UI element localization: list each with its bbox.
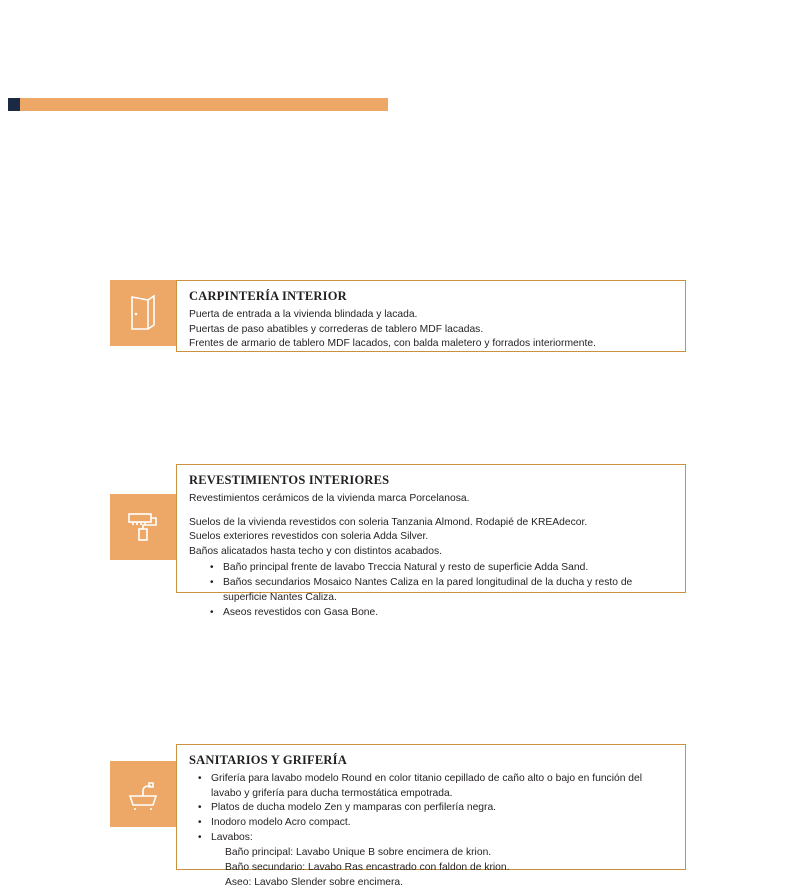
list-item: • Platos de ducha modelo Zen y mamparas con perfilería negra. [211,801,673,816]
carpinteria-title: CARPINTERÍA INTERIOR [189,289,347,303]
list-item: • Aseos revestidos con Gasa Bone. [223,606,673,621]
revestimientos-line-4: Baños alicatados hasta techo y con distintos acabados. [189,546,443,558]
decorative-bar-orange [20,98,388,111]
sink-icon-container [110,761,176,827]
carpinteria-line-2: Puertas de paso abatibles y correderas de tablero MDF lacadas. [189,323,484,335]
sanitarios-bullet-list [189,772,673,847]
revestimientos-title: REVESTIMIENTOS INTERIORES [189,473,390,487]
carpinteria-line-3: Frentes de armario de tablero MDF lacados, con balda maletero y forrados interiormente. [189,338,596,350]
revestimientos-line-3: Suelos exteriores revestidos con soleria Adda Silver. [189,531,429,543]
list-item: • Grifería para lavabo modelo Round en color titanio cepillado de caño alto o bajo en función del lavabo y grifería para ducha termostática empotrada. [211,772,673,802]
list-item: • Lavabos: [211,831,673,846]
sanitarios-title: SANITARIOS Y GRIFERÍA [189,753,347,767]
list-item: • Inodoro modelo Acro compact. [211,816,673,831]
sanitarios-subline-2: Baño secundario: Lavabo Ras encastrado con faldon de krion. [225,862,510,874]
sanitarios-subline-3: Aseo: Lavabo Slender sobre encimera. [225,877,404,889]
paint-roller-icon [124,509,162,545]
list-item: • Baño principal frente de lavabo Treccia Natural y resto de superficie Adda Sand. [223,561,673,576]
carpinteria-line-1: Puerta de entrada a la vivienda blindada y lacada. [189,308,418,320]
section-revestimientos-interiores [0,232,800,619]
revestimientos-bullet-list [189,561,673,621]
revestimientos-line-1: Revestimientos cerámicos de la vivienda marca Porcelanosa. [189,492,470,504]
decorative-bar-dark [8,98,20,111]
list-item: • Baños secundarios Mosaico Nantes Caliza en la pared longitudinal de la ducha y resto de superficie Nantes Caliza. [223,576,673,606]
revestimientos-line-2: Suelos de la vivienda revestidos con soleria Tanzania Almond. Rodapié de KREAdecor. [189,516,588,528]
spacer [189,507,673,516]
sanitarios-content [176,744,686,889]
sanitarios-subline-1: Baño principal: Lavabo Unique B sobre encimera de krion. [225,847,492,859]
section-carpinteria-interior [0,140,800,350]
paint-roller-icon-container [110,494,176,560]
sink-icon [124,776,162,812]
